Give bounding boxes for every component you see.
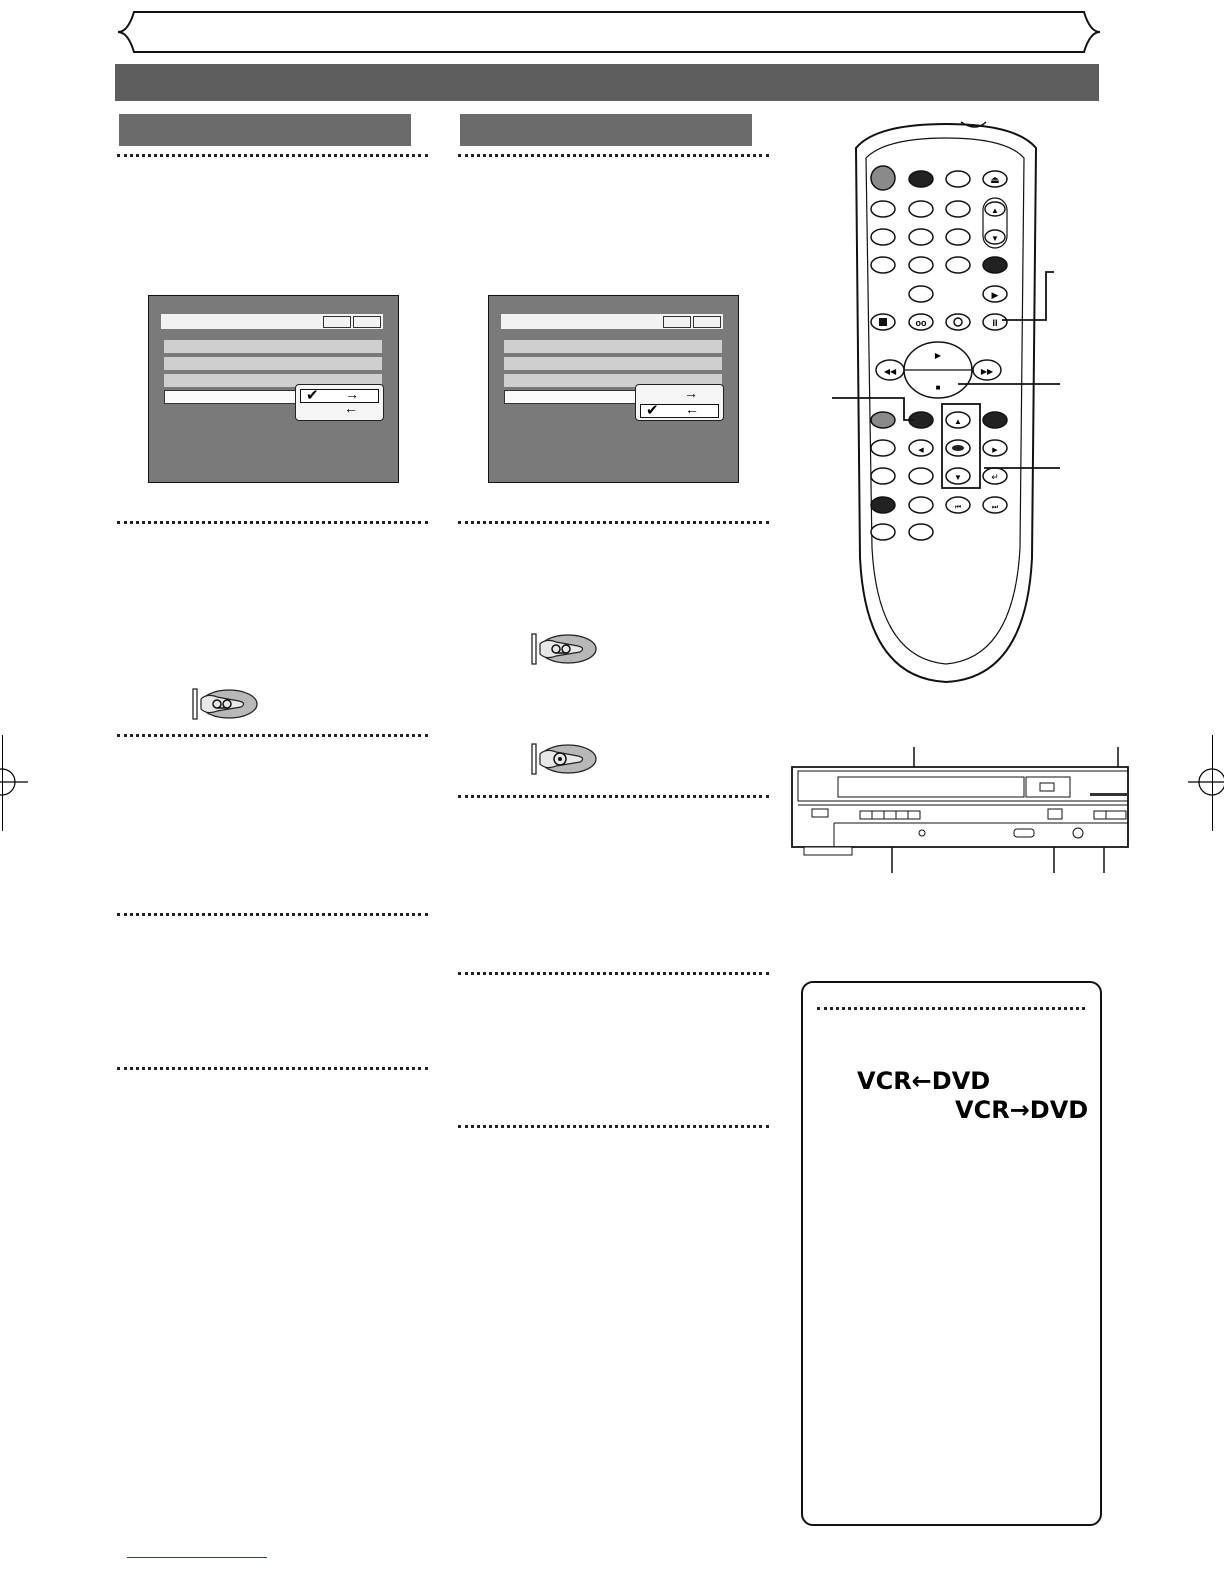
svg-text:▶: ▶	[992, 447, 998, 454]
osd-menu-row	[504, 357, 722, 370]
direction-label-dvd-to-vcr: VCR←DVD	[857, 1067, 991, 1095]
svg-text:oo: oo	[915, 318, 927, 328]
section-header-bar	[115, 64, 1099, 101]
arrow-right-icon: →	[345, 386, 359, 402]
svg-text:▼: ▼	[954, 473, 962, 482]
svg-text:⏭: ⏭	[991, 504, 999, 511]
middle-divider-2	[458, 521, 769, 524]
osd-chip-1	[663, 316, 691, 328]
direction-label-vcr-to-dvd: VCR→DVD	[955, 1096, 1089, 1124]
svg-text:▲: ▲	[954, 417, 962, 426]
svg-text:◀: ◀	[918, 447, 924, 454]
arrow-left-icon: ←	[685, 401, 699, 417]
checkmark-icon: ✔	[646, 402, 659, 419]
info-note-box	[801, 981, 1102, 1526]
svg-text:⏏: ⏏	[990, 175, 1000, 186]
registration-mark-left-icon	[0, 762, 30, 802]
osd-selected-row	[504, 390, 642, 404]
middle-divider-3	[458, 795, 769, 798]
left-divider-1	[117, 154, 428, 157]
osd-menu-row	[164, 357, 382, 370]
osd-option-dvd-to-vcr	[300, 400, 377, 416]
middle-divider-4	[458, 972, 769, 975]
svg-text:▶: ▶	[934, 351, 942, 360]
osd-menu-row	[164, 340, 382, 353]
dvd-button-icon	[526, 740, 598, 778]
osd-screen-left	[148, 295, 399, 483]
left-divider-3	[117, 734, 428, 737]
checkmark-icon: ✔	[306, 387, 319, 404]
svg-text:■: ■	[935, 383, 941, 392]
middle-divider-5	[458, 1125, 769, 1128]
svg-text:▶▶: ▶▶	[980, 367, 994, 376]
osd-chip-2	[693, 316, 721, 328]
dvd-vcr-front-panel-illustration	[790, 745, 1130, 875]
osd-option-vcr-to-dvd	[640, 385, 717, 401]
middle-column-header	[460, 114, 752, 146]
svg-text:▲: ▲	[991, 206, 999, 215]
vcr-button-icon	[187, 685, 259, 723]
registration-mark-right-icon	[1188, 762, 1224, 802]
left-column-header	[119, 114, 411, 146]
remote-callout-lines	[830, 260, 1060, 480]
svg-text:⏮: ⏮	[954, 504, 962, 511]
svg-text:◀◀: ◀◀	[883, 367, 897, 376]
vcr-button-icon	[526, 630, 598, 668]
osd-option-vcr-to-dvd	[300, 386, 379, 404]
svg-text:II: II	[992, 318, 998, 328]
left-divider-4	[117, 913, 428, 916]
top-banner	[112, 6, 1106, 58]
osd-direction-popup	[295, 384, 384, 421]
middle-divider-1	[458, 154, 769, 157]
svg-text:▶: ▶	[991, 290, 999, 300]
osd-direction-popup	[635, 384, 724, 421]
arrow-right-icon: →	[684, 385, 698, 401]
osd-chip-2	[353, 316, 381, 328]
left-divider-5	[117, 1067, 428, 1070]
osd-chip-1	[323, 316, 351, 328]
svg-text:↵: ↵	[991, 472, 999, 482]
osd-menu-row	[504, 340, 722, 353]
arrow-left-icon: ←	[344, 400, 358, 416]
osd-screen-middle	[488, 295, 739, 483]
osd-selected-row	[164, 390, 302, 404]
osd-option-dvd-to-vcr	[640, 401, 719, 419]
info-box-divider	[817, 1007, 1085, 1010]
svg-text:▼: ▼	[991, 234, 999, 243]
page-link-underline	[127, 1557, 267, 1558]
left-divider-2	[117, 521, 428, 524]
